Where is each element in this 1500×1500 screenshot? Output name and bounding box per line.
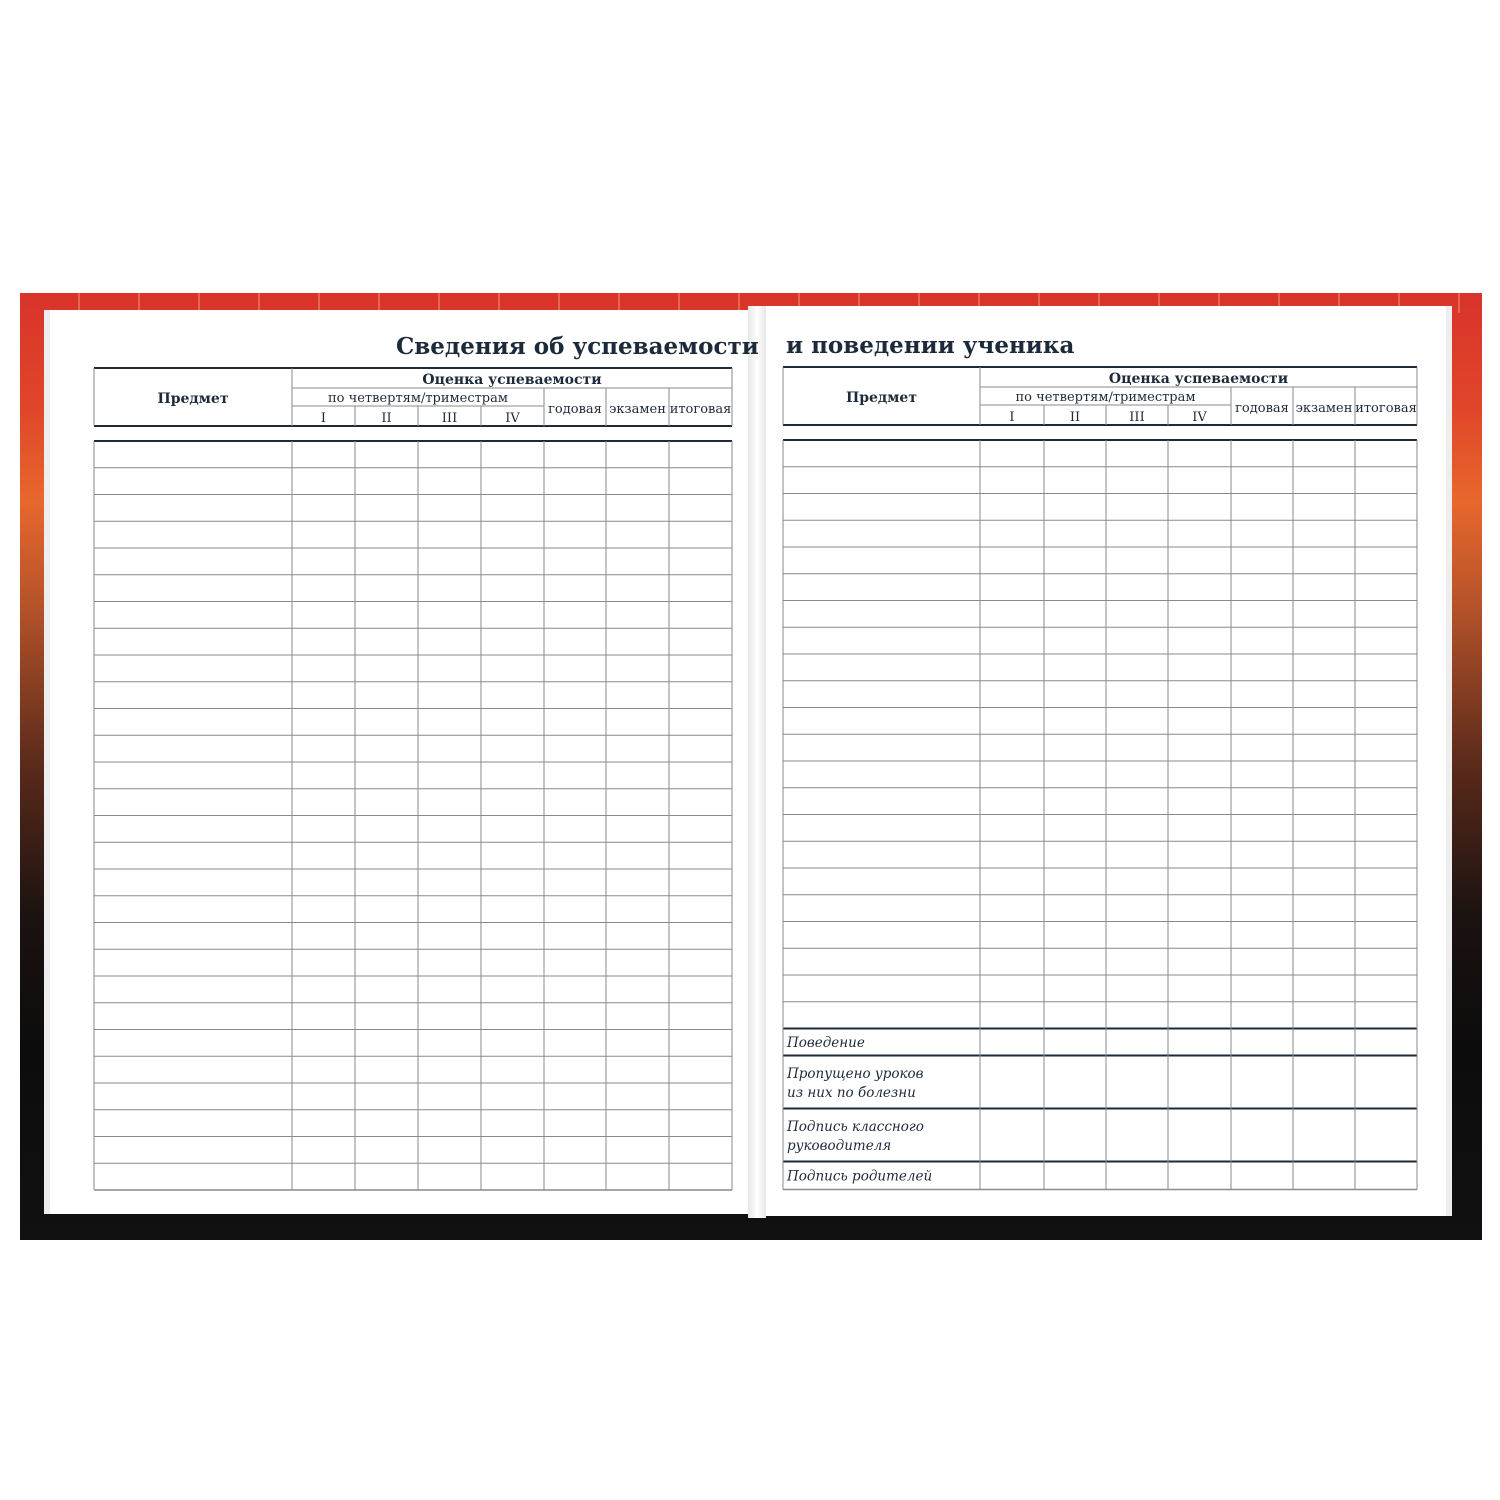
final-header: итоговая [669,402,732,417]
periods-header: по четвертям/триместрам [328,391,508,406]
periods-header: по четвертям/триместрам [1015,390,1196,405]
quarter-header: I [1009,410,1015,425]
footer-row-label: Подпись родителей [787,1168,933,1185]
final-header: итоговая [1355,401,1417,416]
quarter-header: IV [505,411,520,426]
exam-header: экзамен [609,402,666,417]
page-title-right: и поведении ученика [786,332,1075,359]
quarter-header: II [1069,410,1081,425]
subject-header: Предмет [846,390,917,406]
exam-header: экзамен [1295,401,1353,416]
page-title-left: Сведения об успеваемости [396,333,759,360]
footer-row-label: Пропущено уроков [787,1066,924,1082]
footer-row-label: руководителя [787,1138,892,1154]
grades-header: Оценка успеваемости [1108,371,1289,387]
footer-row-label: Подпись классного [787,1119,924,1135]
footer-row-label: Поведение [787,1035,865,1051]
quarter-header: III [1129,410,1145,425]
subject-header: Предмет [157,391,229,407]
quarter-header: IV [1192,410,1207,425]
annual-header: годовая [1235,401,1289,416]
quarter-header: II [381,411,392,426]
quarter-header: I [320,411,327,426]
quarter-header: III [441,411,458,426]
annual-header: годовая [548,402,602,417]
grades-header: Оценка успеваемости [422,372,602,388]
footer-row-label: из них по болезни [787,1085,916,1101]
